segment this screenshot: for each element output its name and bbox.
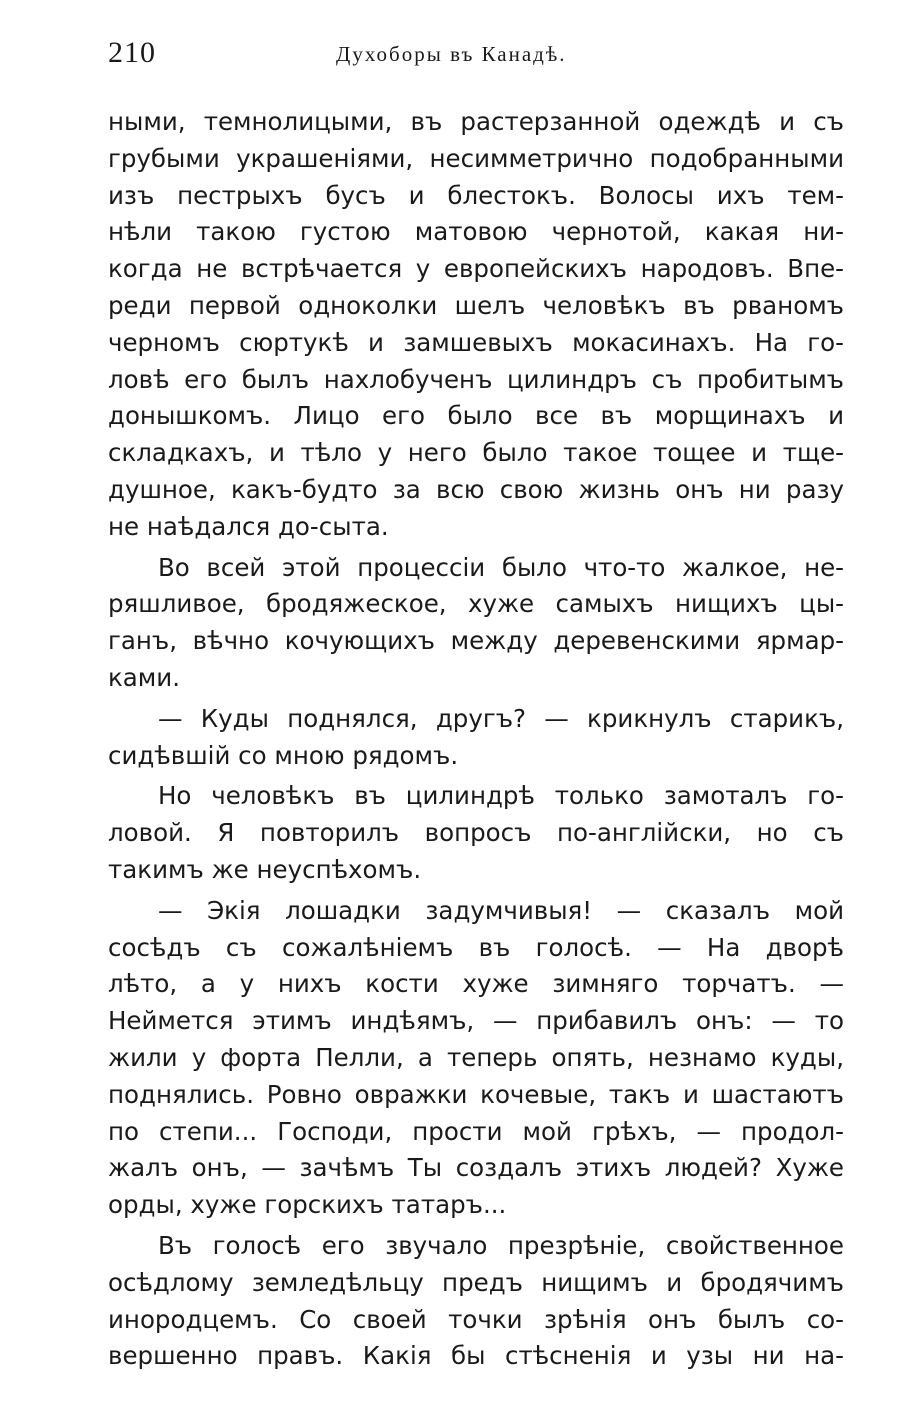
paragraph: [108, 701, 844, 775]
paragraph: [108, 1228, 844, 1375]
text-line: сидѣвшій со мною рядомъ.: [108, 740, 459, 770]
text-line: изъ пестрыхъ бусъ и блестокъ. Волосы ихъ тем-: [108, 180, 844, 210]
text-line: орды, хуже горскихъ татаръ...: [108, 1190, 507, 1220]
book-page: [108, 36, 844, 1379]
paragraph: [108, 893, 844, 1224]
text-line: Неймется этимъ индѣямъ, — прибавилъ онъ: — то: [108, 1006, 844, 1036]
text-line: осѣдлому земледѣльцу предъ нищимъ и бродячимъ: [108, 1267, 844, 1297]
text-line: донышкомъ. Лицо его было все въ морщинахъ и: [108, 401, 844, 431]
text-line: нѣли такою густою матовою чернотой, какая ни-: [108, 217, 844, 247]
text-line: по степи... Господи, прости мой грѣхъ, — продол-: [108, 1116, 844, 1146]
text-line: грубыми украшеніями, несимметрично подобранными: [108, 143, 844, 173]
text-line: такимъ же неуспѣхомъ.: [108, 854, 422, 884]
paragraph: [108, 104, 844, 546]
text-line: лѣто, а у нихъ кости хуже зимняго торчатъ. —: [108, 969, 844, 999]
body-text: [108, 104, 844, 1375]
text-line: ряшливое, бродяжеское, хуже самыхъ нищихъ цы-: [108, 589, 844, 619]
running-head: [108, 36, 844, 76]
text-line: Въ голосѣ его звучало презрѣніе, свойственное: [158, 1230, 844, 1260]
text-line: жили у форта Пелли, а теперь опять, незнамо куды,: [108, 1042, 844, 1072]
text-line: когда не встрѣчается у европейскихъ народовъ. Впе-: [108, 254, 844, 284]
text-line: — Куды поднялся, другъ? — крикнулъ старикъ,: [158, 703, 844, 733]
text-line: сосѣдъ съ сожалѣніемъ въ голосѣ. — На дворѣ: [108, 932, 844, 962]
text-line: ными, темнолицыми, въ растерзанной одеждѣ и съ: [108, 107, 844, 136]
text-line: ками.: [108, 662, 181, 692]
text-line: складкахъ, и тѣло у него было такое тощее и тще-: [108, 438, 844, 468]
text-line: Во всей этой процессіи было что-то жалкое, не-: [158, 552, 844, 582]
paragraph: [108, 550, 844, 697]
text-line: душное, какъ-будто за всю свою жизнь онъ ни разу: [108, 474, 844, 504]
text-line: ганъ, вѣчно кочующихъ между деревенскими ярмар-: [108, 626, 844, 656]
page-number: 210: [108, 36, 156, 69]
paragraph: [108, 778, 844, 888]
text-line: жалъ онъ, — зачѣмъ Ты создалъ этихъ людей? Хуже: [108, 1153, 844, 1183]
text-line: Но человѣкъ въ цилиндрѣ только замоталъ го-: [158, 781, 844, 811]
running-title: Духоборы въ Канадѣ.: [336, 42, 567, 66]
text-line: реди первой одноколки шелъ человѣкъ въ рваномъ: [108, 290, 844, 320]
text-line: черномъ сюртукѣ и замшевыхъ мокасинахъ. На го-: [108, 327, 844, 357]
text-line: — Экія лошадки задумчивыя! — сказалъ мой: [158, 895, 844, 925]
text-line: поднялись. Ровно овражки кочевые, такъ и шастаютъ: [108, 1079, 844, 1109]
text-line: не наѣдался до-сыта.: [108, 511, 389, 541]
text-line: ловой. Я повторилъ вопросъ по-англійски, но съ: [108, 818, 844, 848]
text-line: инородцемъ. Со своей точки зрѣнія онъ былъ со-: [108, 1304, 844, 1334]
text-line: ловѣ его былъ нахлобученъ цилиндръ съ пробитымъ: [108, 364, 844, 394]
text-line: вершенно правъ. Какія бы стѣсненія и узы ни на-: [108, 1341, 844, 1371]
